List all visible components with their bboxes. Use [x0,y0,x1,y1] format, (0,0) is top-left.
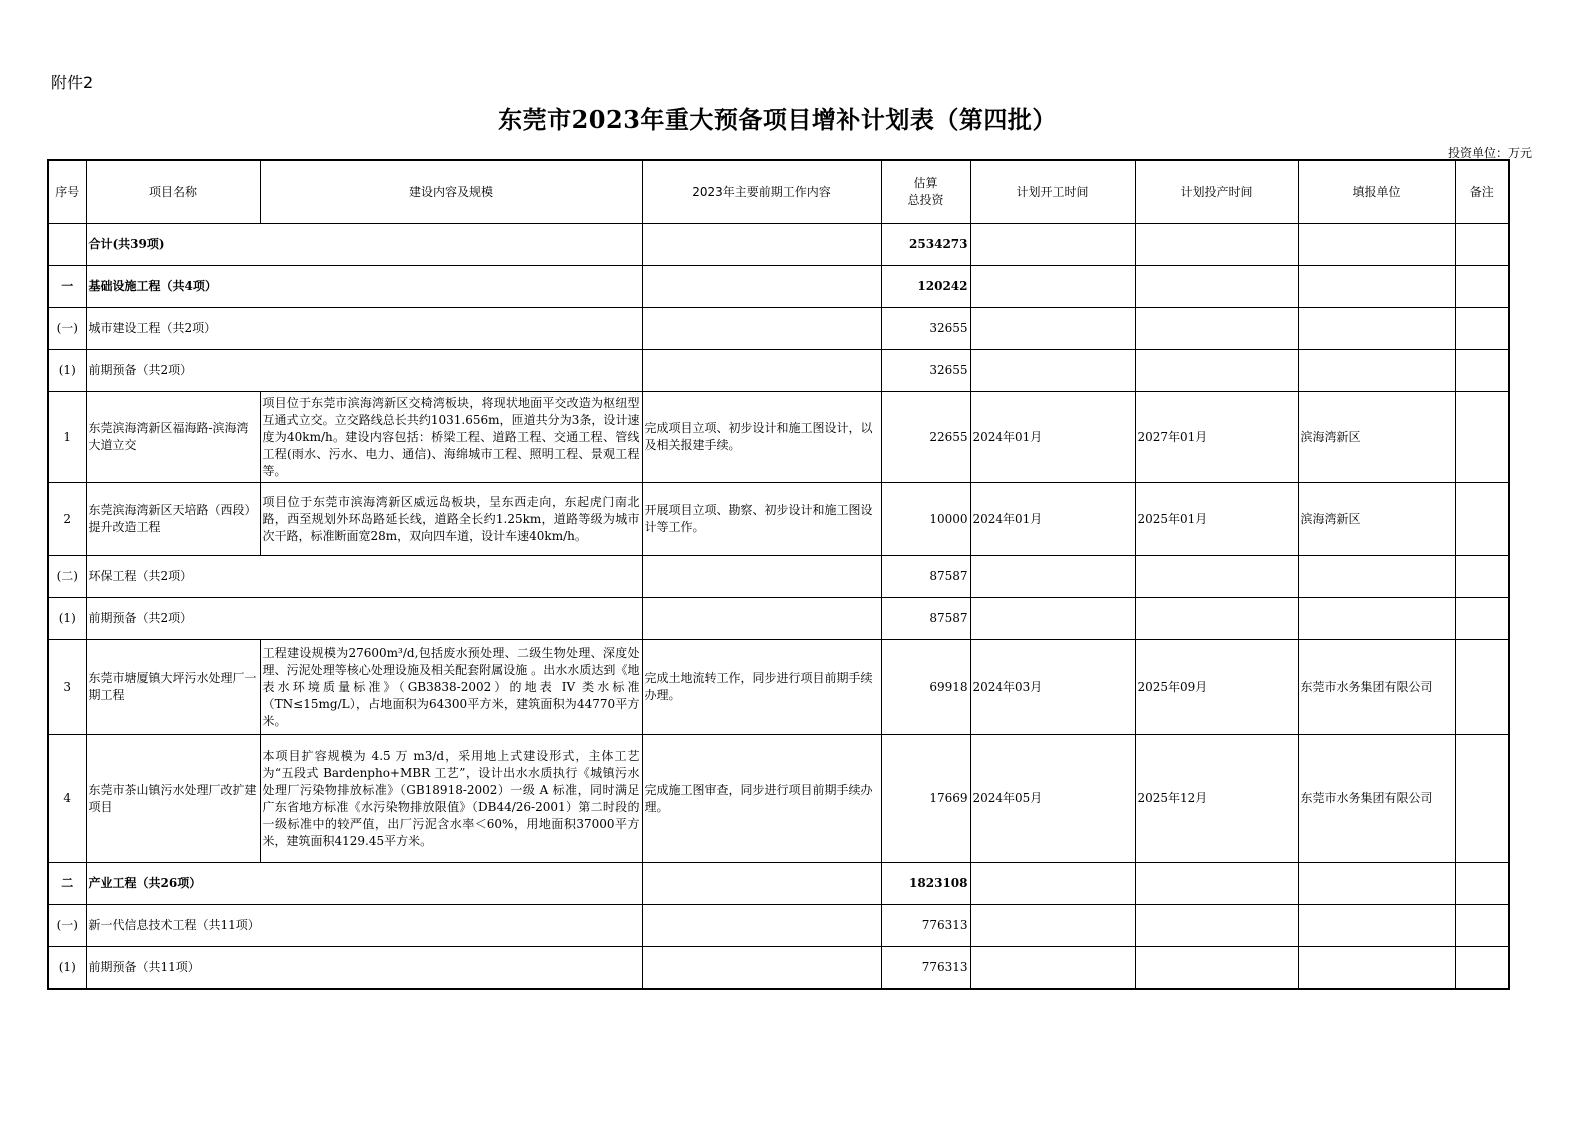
table-header-row [48,160,1509,224]
header-unit: 填报单位 [1298,160,1455,224]
cell-production: 2025年12月 [1135,735,1298,863]
cell-start: 2024年01月 [970,483,1135,556]
cell-name: 合计(共39项) [86,224,642,266]
table-row-project [48,483,1509,556]
cell-production: 2025年09月 [1135,640,1298,735]
cell-investment: 22655 [881,392,970,483]
cell-start [970,598,1135,640]
cell-investment: 17669 [881,735,970,863]
cell-content: 本项目扩容规模为 4.5 万 m3/d，采用地上式建设形式，主体工艺为“五段式 Bardenpho+MBR 工艺”，设计出水水质执行《城镇污水处理厂污染物排放标准》（GB18918-2002）一级 A 标准，同时满足广东省地方标准《水污染物排放限值》（DB44/26-2001）第二时段的一级标准中的较严值，出厂污泥含水率＜60%，用地面积37000平方米，建筑面积4129.45平方米。 [260,735,642,863]
cell-start: 2024年01月 [970,392,1135,483]
cell-remark [1455,224,1509,266]
cell-work [642,863,881,905]
project-plan-table [47,159,1510,990]
cell-content: 项目位于东莞市滨海湾新区交椅湾板块，将现状地面平交改造为枢纽型互通式立交。立交路线总长共约1031.656m，匝道共分为3条，设计速度为40km/h。建设内容包括：桥梁工程、道路工程、交通工程、管线工程(雨水、污水、电力、通信)、海绵城市工程、照明工程、景观工程等。 [260,392,642,483]
cell-investment: 87587 [881,556,970,598]
header-name: 项目名称 [86,160,260,224]
cell-name: 东莞滨海湾新区福海路-滨海湾大道立交 [86,392,260,483]
cell-name: 基础设施工程（共4项） [86,266,642,308]
cell-unit [1298,350,1455,392]
cell-investment: 69918 [881,640,970,735]
cell-unit [1298,266,1455,308]
cell-unit [1298,308,1455,350]
cell-work [642,308,881,350]
cell-investment: 32655 [881,350,970,392]
cell-production [1135,947,1298,990]
cell-production [1135,863,1298,905]
cell-name: 前期预备（共2项） [86,350,642,392]
header-work-2023: 2023年主要前期工作内容 [642,160,881,224]
cell-unit [1298,224,1455,266]
cell-remark [1455,392,1509,483]
table-row-subcategory [48,905,1509,947]
cell-seq: (二) [48,556,86,598]
cell-production [1135,556,1298,598]
cell-investment: 2534273 [881,224,970,266]
cell-name: 城市建设工程（共2项） [86,308,642,350]
cell-seq: 4 [48,735,86,863]
cell-work: 开展项目立项、勘察、初步设计和施工图设计等工作。 [642,483,881,556]
table-row-subcategory [48,556,1509,598]
cell-seq [48,224,86,266]
cell-unit [1298,905,1455,947]
table-row-total [48,224,1509,266]
header-investment [881,160,970,224]
cell-work: 完成土地流转工作，同步进行项目前期手续办理。 [642,640,881,735]
cell-work [642,266,881,308]
cell-name: 东莞滨海湾新区天培路（西段）提升改造工程 [86,483,260,556]
cell-remark [1455,863,1509,905]
table-row-project [48,640,1509,735]
cell-investment: 87587 [881,598,970,640]
cell-production [1135,905,1298,947]
cell-production [1135,266,1298,308]
cell-unit [1298,863,1455,905]
cell-remark [1455,640,1509,735]
cell-investment: 10000 [881,483,970,556]
cell-production [1135,224,1298,266]
cell-start [970,266,1135,308]
header-investment-line1: 估算 [913,176,938,190]
cell-production: 2027年01月 [1135,392,1298,483]
cell-investment: 1823108 [881,863,970,905]
cell-start [970,905,1135,947]
cell-remark [1455,483,1509,556]
cell-seq: 1 [48,392,86,483]
cell-seq: (1) [48,947,86,990]
cell-name: 前期预备（共2项） [86,598,642,640]
cell-work: 完成施工图审查，同步进行项目前期手续办理。 [642,735,881,863]
cell-name: 新一代信息技术工程（共11项） [86,905,642,947]
header-content: 建设内容及规模 [260,160,642,224]
cell-seq: 一 [48,266,86,308]
cell-work [642,905,881,947]
header-seq: 序号 [48,160,86,224]
cell-remark [1455,556,1509,598]
cell-production [1135,350,1298,392]
cell-start [970,308,1135,350]
cell-unit: 滨海湾新区 [1298,483,1455,556]
cell-start [970,350,1135,392]
cell-investment: 32655 [881,308,970,350]
page-title: 东莞市2023年重大预备项目增补计划表（第四批） [498,105,1057,134]
header-start-time: 计划开工时间 [970,160,1135,224]
table-row-group [48,350,1509,392]
cell-remark [1455,905,1509,947]
table-row-group [48,947,1509,990]
cell-work [642,224,881,266]
table-row-category [48,266,1509,308]
header-production-time: 计划投产时间 [1135,160,1298,224]
table-row-category [48,863,1509,905]
cell-seq: 3 [48,640,86,735]
table-row-project [48,735,1509,863]
cell-start: 2024年05月 [970,735,1135,863]
cell-investment: 776313 [881,905,970,947]
cell-name: 东莞市茶山镇污水处理厂改扩建项目 [86,735,260,863]
cell-production [1135,598,1298,640]
cell-unit [1298,598,1455,640]
cell-work [642,598,881,640]
table-row-project [48,392,1509,483]
cell-seq: (1) [48,598,86,640]
cell-name: 东莞市塘厦镇大坪污水处理厂一期工程 [86,640,260,735]
table-row-subcategory [48,308,1509,350]
cell-unit [1298,556,1455,598]
attachment-label: 附件2 [51,73,94,92]
table-row-group [48,598,1509,640]
cell-remark [1455,350,1509,392]
cell-remark [1455,598,1509,640]
cell-investment: 120242 [881,266,970,308]
cell-unit [1298,947,1455,990]
cell-name: 环保工程（共2项） [86,556,642,598]
cell-seq: 2 [48,483,86,556]
cell-production [1135,308,1298,350]
cell-remark [1455,308,1509,350]
cell-start [970,556,1135,598]
cell-start: 2024年03月 [970,640,1135,735]
cell-investment: 776313 [881,947,970,990]
cell-content: 工程建设规模为27600m³/d,包括废水预处理、二级生物处理、深度处理、污泥处理等核心处理设施及相关配套附属设施 。出水水质达到《地表水环境质量标准》（GB3838-2002）的地表 IV 类水标准（TN≤15mg/L），占地面积为64300平方米，建筑面积为44770平方米。 [260,640,642,735]
cell-name: 前期预备（共11项） [86,947,642,990]
cell-work [642,350,881,392]
cell-remark [1455,947,1509,990]
cell-unit: 东莞市水务集团有限公司 [1298,640,1455,735]
header-remark: 备注 [1455,160,1509,224]
cell-remark [1455,735,1509,863]
cell-unit: 滨海湾新区 [1298,392,1455,483]
cell-production: 2025年01月 [1135,483,1298,556]
cell-remark [1455,266,1509,308]
cell-name: 产业工程（共26项） [86,863,642,905]
cell-start [970,224,1135,266]
header-investment-line2: 总投资 [907,193,944,207]
cell-work: 完成项目立项、初步设计和施工图设计，以及相关报建手续。 [642,392,881,483]
cell-content: 项目位于东莞市滨海湾新区威远岛板块，呈东西走向，东起虎门南北路，西至规划外环岛路延长线，道路全长约1.25km，道路等级为城市次干路，标准断面宽28m，双向四车道，设计车速40km/h。 [260,483,642,556]
cell-seq: (一) [48,308,86,350]
cell-unit: 东莞市水务集团有限公司 [1298,735,1455,863]
cell-work [642,947,881,990]
investment-unit-note: 投资单位：万元 [1447,146,1532,160]
cell-work [642,556,881,598]
cell-seq: (1) [48,350,86,392]
cell-start [970,863,1135,905]
cell-seq: 二 [48,863,86,905]
cell-seq: (一) [48,905,86,947]
cell-start [970,947,1135,990]
